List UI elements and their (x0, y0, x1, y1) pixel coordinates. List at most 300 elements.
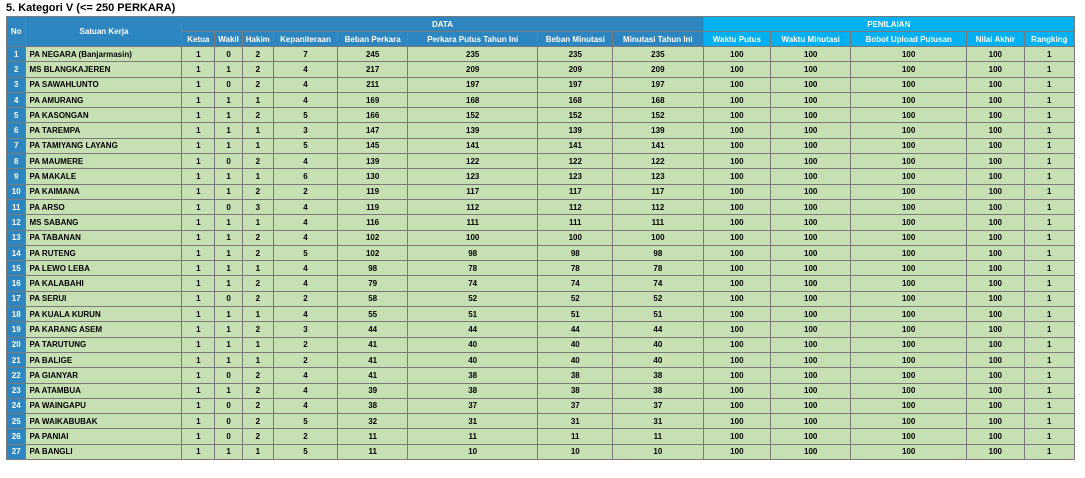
waktu-minutasi-cell: 100 (771, 199, 851, 214)
rangking-cell: 1 (1024, 444, 1074, 459)
bobot-upload-cell: 100 (851, 245, 967, 260)
hakim-cell: 2 (242, 108, 273, 123)
kepaniteraan-cell: 4 (273, 230, 338, 245)
beban-perkara-cell: 79 (338, 276, 408, 291)
waktu-putus-cell: 100 (703, 245, 771, 260)
satuan-kerja-cell: PA SERUI (26, 291, 182, 306)
bobot-upload-cell: 100 (851, 307, 967, 322)
rangking-cell: 1 (1024, 291, 1074, 306)
ketua-cell: 1 (182, 92, 215, 107)
nilai-akhir-cell: 100 (967, 230, 1024, 245)
minutasi-cell: 152 (613, 108, 703, 123)
nilai-akhir-cell: 100 (967, 261, 1024, 276)
minutasi-cell: 139 (613, 123, 703, 138)
ketua-cell: 1 (182, 199, 215, 214)
table-row (7, 398, 1075, 413)
waktu-minutasi-cell: 100 (771, 352, 851, 367)
waktu-minutasi-cell: 100 (771, 322, 851, 337)
nilai-akhir-cell: 100 (967, 215, 1024, 230)
waktu-putus-cell: 100 (703, 230, 771, 245)
satuan-kerja-cell: PA AMURANG (26, 92, 182, 107)
satuan-kerja-cell: PA TABANAN (26, 230, 182, 245)
kepaniteraan-cell: 2 (273, 184, 338, 199)
minutasi-cell: 52 (613, 291, 703, 306)
beban-minutasi-cell: 44 (538, 322, 613, 337)
waktu-putus-cell: 100 (703, 199, 771, 214)
satuan-kerja-cell: PA KUALA KURUN (26, 307, 182, 322)
hakim-cell: 1 (242, 337, 273, 352)
perkara-putus-cell: 168 (408, 92, 538, 107)
waktu-minutasi-cell: 100 (771, 184, 851, 199)
satuan-kerja-cell: PA NEGARA (Banjarmasin) (26, 47, 182, 62)
waktu-putus-cell: 100 (703, 368, 771, 383)
ketua-cell: 1 (182, 123, 215, 138)
wakil-cell: 1 (215, 322, 243, 337)
kepaniteraan-cell: 7 (273, 47, 338, 62)
row-no: 21 (7, 352, 26, 367)
table-row (7, 154, 1075, 169)
wakil-cell: 1 (215, 62, 243, 77)
beban-perkara-cell: 11 (338, 429, 408, 444)
satuan-kerja-cell: PA TARUTUNG (26, 337, 182, 352)
beban-minutasi-cell: 74 (538, 276, 613, 291)
minutasi-cell: 10 (613, 444, 703, 459)
ketua-cell: 1 (182, 398, 215, 413)
waktu-putus-cell: 100 (703, 322, 771, 337)
kepaniteraan-cell: 2 (273, 337, 338, 352)
row-no: 23 (7, 383, 26, 398)
wakil-cell: 0 (215, 291, 243, 306)
header-waktu-putus: Waktu Putus (703, 32, 771, 47)
kepaniteraan-cell: 5 (273, 414, 338, 429)
beban-minutasi-cell: 52 (538, 291, 613, 306)
satuan-kerja-cell: PA KASONGAN (26, 108, 182, 123)
wakil-cell: 1 (215, 276, 243, 291)
hakim-cell: 1 (242, 307, 273, 322)
table-row (7, 276, 1075, 291)
table-row (7, 47, 1075, 62)
bobot-upload-cell: 100 (851, 352, 967, 367)
header-waktu-minutasi: Waktu Minutasi (771, 32, 851, 47)
header-beban-perkara: Beban Perkara (338, 32, 408, 47)
rangking-cell: 1 (1024, 77, 1074, 92)
bobot-upload-cell: 100 (851, 383, 967, 398)
beban-perkara-cell: 147 (338, 123, 408, 138)
beban-perkara-cell: 44 (338, 322, 408, 337)
wakil-cell: 1 (215, 138, 243, 153)
header-wakil: Wakil (215, 32, 243, 47)
perkara-putus-cell: 235 (408, 47, 538, 62)
header-hakim: Hakim (242, 32, 273, 47)
row-no: 17 (7, 291, 26, 306)
satuan-kerja-cell: PA WAINGAPU (26, 398, 182, 413)
row-no: 24 (7, 398, 26, 413)
table-row (7, 138, 1075, 153)
wakil-cell: 1 (215, 245, 243, 260)
waktu-minutasi-cell: 100 (771, 77, 851, 92)
wakil-cell: 1 (215, 383, 243, 398)
waktu-putus-cell: 100 (703, 62, 771, 77)
ketua-cell: 1 (182, 184, 215, 199)
table-row (7, 199, 1075, 214)
beban-minutasi-cell: 40 (538, 352, 613, 367)
rangking-cell: 1 (1024, 352, 1074, 367)
beban-minutasi-cell: 209 (538, 62, 613, 77)
beban-minutasi-cell: 117 (538, 184, 613, 199)
row-no: 13 (7, 230, 26, 245)
ketua-cell: 1 (182, 276, 215, 291)
waktu-putus-cell: 100 (703, 429, 771, 444)
beban-perkara-cell: 55 (338, 307, 408, 322)
kepaniteraan-cell: 4 (273, 398, 338, 413)
page-title: 5. Kategori V (<= 250 PERKARA) (6, 2, 176, 14)
satuan-kerja-cell: MS SABANG (26, 215, 182, 230)
perkara-putus-cell: 152 (408, 108, 538, 123)
wakil-cell: 1 (215, 169, 243, 184)
ketua-cell: 1 (182, 429, 215, 444)
header-ketua: Ketua (182, 32, 215, 47)
row-no: 22 (7, 368, 26, 383)
waktu-minutasi-cell: 100 (771, 230, 851, 245)
perkara-putus-cell: 209 (408, 62, 538, 77)
rangking-cell: 1 (1024, 108, 1074, 123)
beban-minutasi-cell: 197 (538, 77, 613, 92)
beban-perkara-cell: 130 (338, 169, 408, 184)
kepaniteraan-cell: 5 (273, 444, 338, 459)
waktu-minutasi-cell: 100 (771, 276, 851, 291)
perkara-putus-cell: 78 (408, 261, 538, 276)
rangking-cell: 1 (1024, 368, 1074, 383)
header-bobot-upload: Bobot Upload Putusan (851, 32, 967, 47)
beban-perkara-cell: 32 (338, 414, 408, 429)
table-row (7, 352, 1075, 367)
perkara-putus-cell: 44 (408, 322, 538, 337)
ketua-cell: 1 (182, 138, 215, 153)
minutasi-cell: 197 (613, 77, 703, 92)
table-row (7, 444, 1075, 459)
nilai-akhir-cell: 100 (967, 307, 1024, 322)
kepaniteraan-cell: 4 (273, 77, 338, 92)
table-body (7, 47, 1075, 460)
beban-minutasi-cell: 38 (538, 383, 613, 398)
table-row (7, 322, 1075, 337)
beban-minutasi-cell: 123 (538, 169, 613, 184)
waktu-minutasi-cell: 100 (771, 291, 851, 306)
row-no: 10 (7, 184, 26, 199)
nilai-akhir-cell: 100 (967, 429, 1024, 444)
beban-perkara-cell: 98 (338, 261, 408, 276)
ketua-cell: 1 (182, 383, 215, 398)
perkara-putus-cell: 117 (408, 184, 538, 199)
kepaniteraan-cell: 4 (273, 154, 338, 169)
row-no: 9 (7, 169, 26, 184)
table-row (7, 368, 1075, 383)
hakim-cell: 1 (242, 123, 273, 138)
row-no: 8 (7, 154, 26, 169)
minutasi-cell: 11 (613, 429, 703, 444)
table-row (7, 307, 1075, 322)
nilai-akhir-cell: 100 (967, 291, 1024, 306)
satuan-kerja-cell: PA KAIMANA (26, 184, 182, 199)
wakil-cell: 1 (215, 444, 243, 459)
rangking-cell: 1 (1024, 62, 1074, 77)
perkara-putus-cell: 40 (408, 337, 538, 352)
ketua-cell: 1 (182, 47, 215, 62)
beban-perkara-cell: 145 (338, 138, 408, 153)
bobot-upload-cell: 100 (851, 230, 967, 245)
nilai-akhir-cell: 100 (967, 337, 1024, 352)
row-no: 7 (7, 138, 26, 153)
wakil-cell: 1 (215, 261, 243, 276)
header-satuan-kerja: Satuan Kerja (26, 17, 182, 47)
satuan-kerja-cell: PA WAIKABUBAK (26, 414, 182, 429)
wakil-cell: 1 (215, 337, 243, 352)
minutasi-cell: 111 (613, 215, 703, 230)
waktu-minutasi-cell: 100 (771, 337, 851, 352)
hakim-cell: 2 (242, 398, 273, 413)
perkara-putus-cell: 51 (408, 307, 538, 322)
wakil-cell: 1 (215, 215, 243, 230)
hakim-cell: 2 (242, 230, 273, 245)
rangking-cell: 1 (1024, 92, 1074, 107)
perkara-putus-cell: 197 (408, 77, 538, 92)
satuan-kerja-cell: PA ARSO (26, 199, 182, 214)
rangking-cell: 1 (1024, 215, 1074, 230)
beban-minutasi-cell: 11 (538, 429, 613, 444)
hakim-cell: 2 (242, 291, 273, 306)
row-no: 5 (7, 108, 26, 123)
minutasi-cell: 40 (613, 352, 703, 367)
header-minutasi-tahun-ini: Minutasi Tahun Ini (613, 32, 703, 47)
table-row (7, 230, 1075, 245)
table-row (7, 261, 1075, 276)
kepaniteraan-cell: 4 (273, 62, 338, 77)
nilai-akhir-cell: 100 (967, 62, 1024, 77)
bobot-upload-cell: 100 (851, 414, 967, 429)
hakim-cell: 1 (242, 352, 273, 367)
wakil-cell: 1 (215, 123, 243, 138)
waktu-putus-cell: 100 (703, 352, 771, 367)
satuan-kerja-cell: PA KALABAHI (26, 276, 182, 291)
beban-minutasi-cell: 51 (538, 307, 613, 322)
bobot-upload-cell: 100 (851, 92, 967, 107)
minutasi-cell: 40 (613, 337, 703, 352)
waktu-minutasi-cell: 100 (771, 261, 851, 276)
minutasi-cell: 122 (613, 154, 703, 169)
wakil-cell: 1 (215, 184, 243, 199)
nilai-akhir-cell: 100 (967, 444, 1024, 459)
satuan-kerja-cell: PA GIANYAR (26, 368, 182, 383)
kepaniteraan-cell: 2 (273, 352, 338, 367)
ketua-cell: 1 (182, 261, 215, 276)
ketua-cell: 1 (182, 444, 215, 459)
hakim-cell: 1 (242, 138, 273, 153)
waktu-minutasi-cell: 100 (771, 108, 851, 123)
waktu-putus-cell: 100 (703, 215, 771, 230)
bobot-upload-cell: 100 (851, 62, 967, 77)
waktu-putus-cell: 100 (703, 414, 771, 429)
nilai-akhir-cell: 100 (967, 414, 1024, 429)
kepaniteraan-cell: 4 (273, 368, 338, 383)
ketua-cell: 1 (182, 230, 215, 245)
waktu-minutasi-cell: 100 (771, 154, 851, 169)
beban-perkara-cell: 102 (338, 245, 408, 260)
hakim-cell: 1 (242, 215, 273, 230)
waktu-minutasi-cell: 100 (771, 414, 851, 429)
beban-minutasi-cell: 122 (538, 154, 613, 169)
beban-perkara-cell: 58 (338, 291, 408, 306)
minutasi-cell: 74 (613, 276, 703, 291)
perkara-putus-cell: 74 (408, 276, 538, 291)
waktu-putus-cell: 100 (703, 123, 771, 138)
beban-minutasi-cell: 141 (538, 138, 613, 153)
table-row (7, 62, 1075, 77)
bobot-upload-cell: 100 (851, 215, 967, 230)
nilai-akhir-cell: 100 (967, 108, 1024, 123)
perkara-putus-cell: 139 (408, 123, 538, 138)
perkara-putus-cell: 37 (408, 398, 538, 413)
satuan-kerja-cell: PA SAWAHLUNTO (26, 77, 182, 92)
table-row (7, 291, 1075, 306)
nilai-akhir-cell: 100 (967, 352, 1024, 367)
rangking-cell: 1 (1024, 383, 1074, 398)
satuan-kerja-cell: PA MAKALE (26, 169, 182, 184)
rangking-cell: 1 (1024, 154, 1074, 169)
nilai-akhir-cell: 100 (967, 123, 1024, 138)
wakil-cell: 0 (215, 47, 243, 62)
hakim-cell: 2 (242, 322, 273, 337)
row-no: 18 (7, 307, 26, 322)
hakim-cell: 2 (242, 154, 273, 169)
header-nilai-akhir: Nilai Akhir (967, 32, 1024, 47)
ketua-cell: 1 (182, 62, 215, 77)
rangking-cell: 1 (1024, 199, 1074, 214)
bobot-upload-cell: 100 (851, 108, 967, 123)
kepaniteraan-cell: 4 (273, 92, 338, 107)
nilai-akhir-cell: 100 (967, 398, 1024, 413)
table-row (7, 245, 1075, 260)
perkara-putus-cell: 112 (408, 199, 538, 214)
waktu-minutasi-cell: 100 (771, 169, 851, 184)
row-no: 1 (7, 47, 26, 62)
beban-minutasi-cell: 38 (538, 368, 613, 383)
nilai-akhir-cell: 100 (967, 47, 1024, 62)
minutasi-cell: 235 (613, 47, 703, 62)
rangking-cell: 1 (1024, 230, 1074, 245)
perkara-putus-cell: 98 (408, 245, 538, 260)
kepaniteraan-cell: 3 (273, 123, 338, 138)
minutasi-cell: 31 (613, 414, 703, 429)
satuan-kerja-cell: PA PANIAI (26, 429, 182, 444)
waktu-putus-cell: 100 (703, 92, 771, 107)
row-no: 16 (7, 276, 26, 291)
table-row (7, 383, 1075, 398)
bobot-upload-cell: 100 (851, 291, 967, 306)
table-row (7, 77, 1075, 92)
waktu-minutasi-cell: 100 (771, 398, 851, 413)
kepaniteraan-cell: 6 (273, 169, 338, 184)
satuan-kerja-cell: PA TAMIYANG LAYANG (26, 138, 182, 153)
ketua-cell: 1 (182, 154, 215, 169)
row-no: 19 (7, 322, 26, 337)
waktu-minutasi-cell: 100 (771, 138, 851, 153)
row-no: 14 (7, 245, 26, 260)
beban-perkara-cell: 166 (338, 108, 408, 123)
beban-minutasi-cell: 235 (538, 47, 613, 62)
header-rangking: Rangking (1024, 32, 1074, 47)
ketua-cell: 1 (182, 368, 215, 383)
bobot-upload-cell: 100 (851, 154, 967, 169)
beban-minutasi-cell: 152 (538, 108, 613, 123)
nilai-akhir-cell: 100 (967, 77, 1024, 92)
kepaniteraan-cell: 2 (273, 429, 338, 444)
wakil-cell: 0 (215, 398, 243, 413)
waktu-minutasi-cell: 100 (771, 215, 851, 230)
waktu-putus-cell: 100 (703, 444, 771, 459)
hakim-cell: 3 (242, 199, 273, 214)
rangking-cell: 1 (1024, 261, 1074, 276)
minutasi-cell: 141 (613, 138, 703, 153)
waktu-putus-cell: 100 (703, 291, 771, 306)
beban-minutasi-cell: 139 (538, 123, 613, 138)
ketua-cell: 1 (182, 414, 215, 429)
beban-perkara-cell: 11 (338, 444, 408, 459)
bobot-upload-cell: 100 (851, 261, 967, 276)
satuan-kerja-cell: MS BLANGKAJEREN (26, 62, 182, 77)
table-row (7, 414, 1075, 429)
waktu-minutasi-cell: 100 (771, 47, 851, 62)
hakim-cell: 1 (242, 169, 273, 184)
beban-perkara-cell: 119 (338, 199, 408, 214)
kepaniteraan-cell: 4 (273, 276, 338, 291)
beban-perkara-cell: 102 (338, 230, 408, 245)
perkara-putus-cell: 11 (408, 429, 538, 444)
bobot-upload-cell: 100 (851, 184, 967, 199)
hakim-cell: 2 (242, 47, 273, 62)
beban-minutasi-cell: 98 (538, 245, 613, 260)
minutasi-cell: 51 (613, 307, 703, 322)
perkara-putus-cell: 111 (408, 215, 538, 230)
waktu-putus-cell: 100 (703, 383, 771, 398)
nilai-akhir-cell: 100 (967, 368, 1024, 383)
waktu-putus-cell: 100 (703, 138, 771, 153)
kepaniteraan-cell: 4 (273, 307, 338, 322)
wakil-cell: 1 (215, 307, 243, 322)
ketua-cell: 1 (182, 307, 215, 322)
ketua-cell: 1 (182, 322, 215, 337)
row-no: 3 (7, 77, 26, 92)
nilai-akhir-cell: 100 (967, 322, 1024, 337)
waktu-minutasi-cell: 100 (771, 62, 851, 77)
nilai-akhir-cell: 100 (967, 199, 1024, 214)
table-row (7, 429, 1075, 444)
hakim-cell: 2 (242, 184, 273, 199)
nilai-akhir-cell: 100 (967, 169, 1024, 184)
waktu-putus-cell: 100 (703, 184, 771, 199)
beban-perkara-cell: 116 (338, 215, 408, 230)
table-row (7, 92, 1075, 107)
waktu-minutasi-cell: 100 (771, 383, 851, 398)
perkara-putus-cell: 31 (408, 414, 538, 429)
wakil-cell: 1 (215, 352, 243, 367)
row-no: 27 (7, 444, 26, 459)
rangking-cell: 1 (1024, 398, 1074, 413)
waktu-putus-cell: 100 (703, 276, 771, 291)
table-row (7, 123, 1075, 138)
hakim-cell: 2 (242, 414, 273, 429)
minutasi-cell: 100 (613, 230, 703, 245)
waktu-putus-cell: 100 (703, 261, 771, 276)
